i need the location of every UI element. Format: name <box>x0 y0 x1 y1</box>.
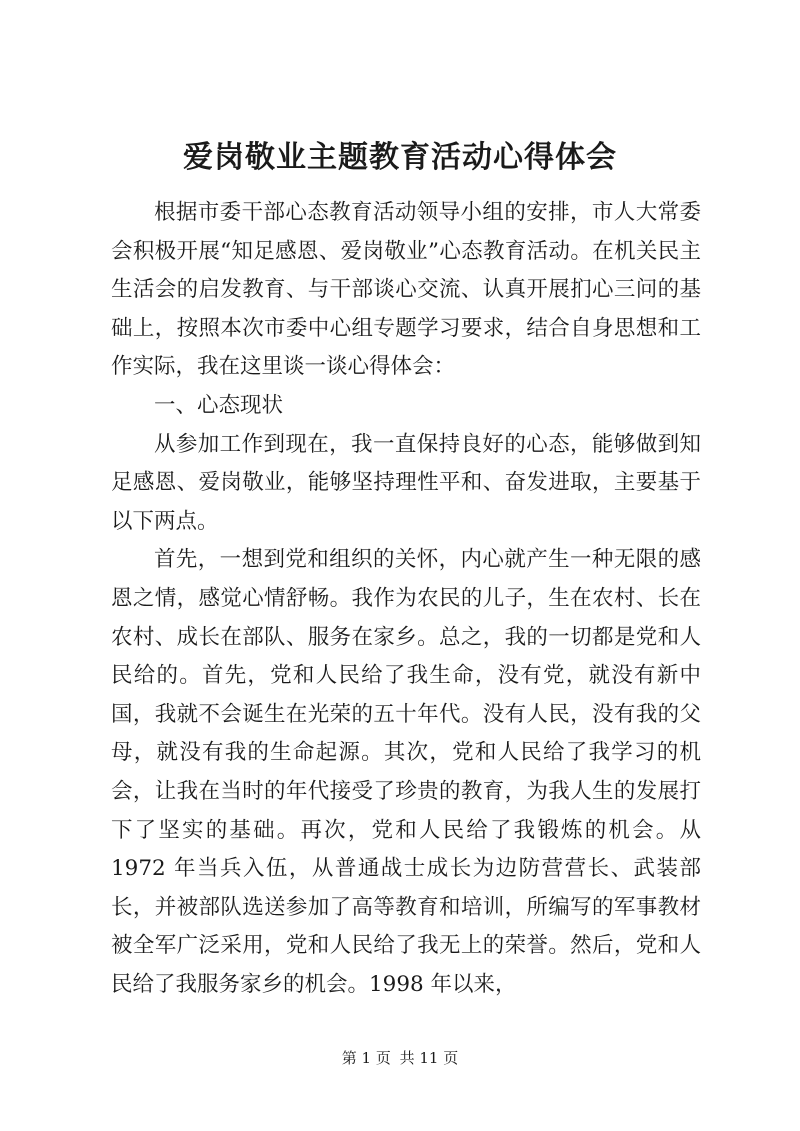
page-total: 共 11 页 <box>399 1049 459 1067</box>
page-number: 第 1 页 <box>341 1049 391 1067</box>
section-heading: 一、心态现状 <box>154 392 284 418</box>
paragraph-first: 首先，一想到党和组织的关怀，内心就产生一种无限的感恩之情，感觉心情舒畅。我作为农民的儿子，生在农村、长在农村、成长在部队、服务在家乡。总之，我的一切都是党和人民给的。首先，党和人民给了我生命，没有党，就没有新中国，我就不会诞生在光荣的五十年代。没有人民，没有我的父母，就没有我的生命起源。其次，党和人民给了我学习的机会，让我在当时的年代接受了珍贵的教育，为我人生的发展打下了坚实的基础。再次，党和人民给了我锻炼的机会。从 1972 年当兵入伍，从普通战士成长为边防营营长、武装部长，并被部队选送参加了高等教育和培训，所编写的军事教材被全军广泛采用，党和人民给了我无上的荣誉。然后，党和人民给了我服务家乡的机会。1998 年以来， <box>111 547 701 997</box>
document-title: 爱岗敬业主题教育活动心得体会 <box>183 140 617 175</box>
paragraph-state: 从参加工作到现在，我一直保持良好的心态，能够做到知足感恩、爱岗敬业，能够坚持理性平和、奋发进取，主要基于以下两点。 <box>111 431 701 534</box>
document-body <box>111 194 701 1004</box>
paragraph-intro: 根据市委干部心态教育活动领导小组的安排，市人大常委会积极开展“知足感恩、爱岗敬业”心态教育活动。在机关民主生活会的启发教育、与干部谈心交流、认真开展扪心三问的基础上，按照本次市委中心组专题学习要求，结合自身思想和工作实际，我在这里谈一谈心得体会： <box>111 200 701 380</box>
page-footer <box>0 1048 800 1068</box>
